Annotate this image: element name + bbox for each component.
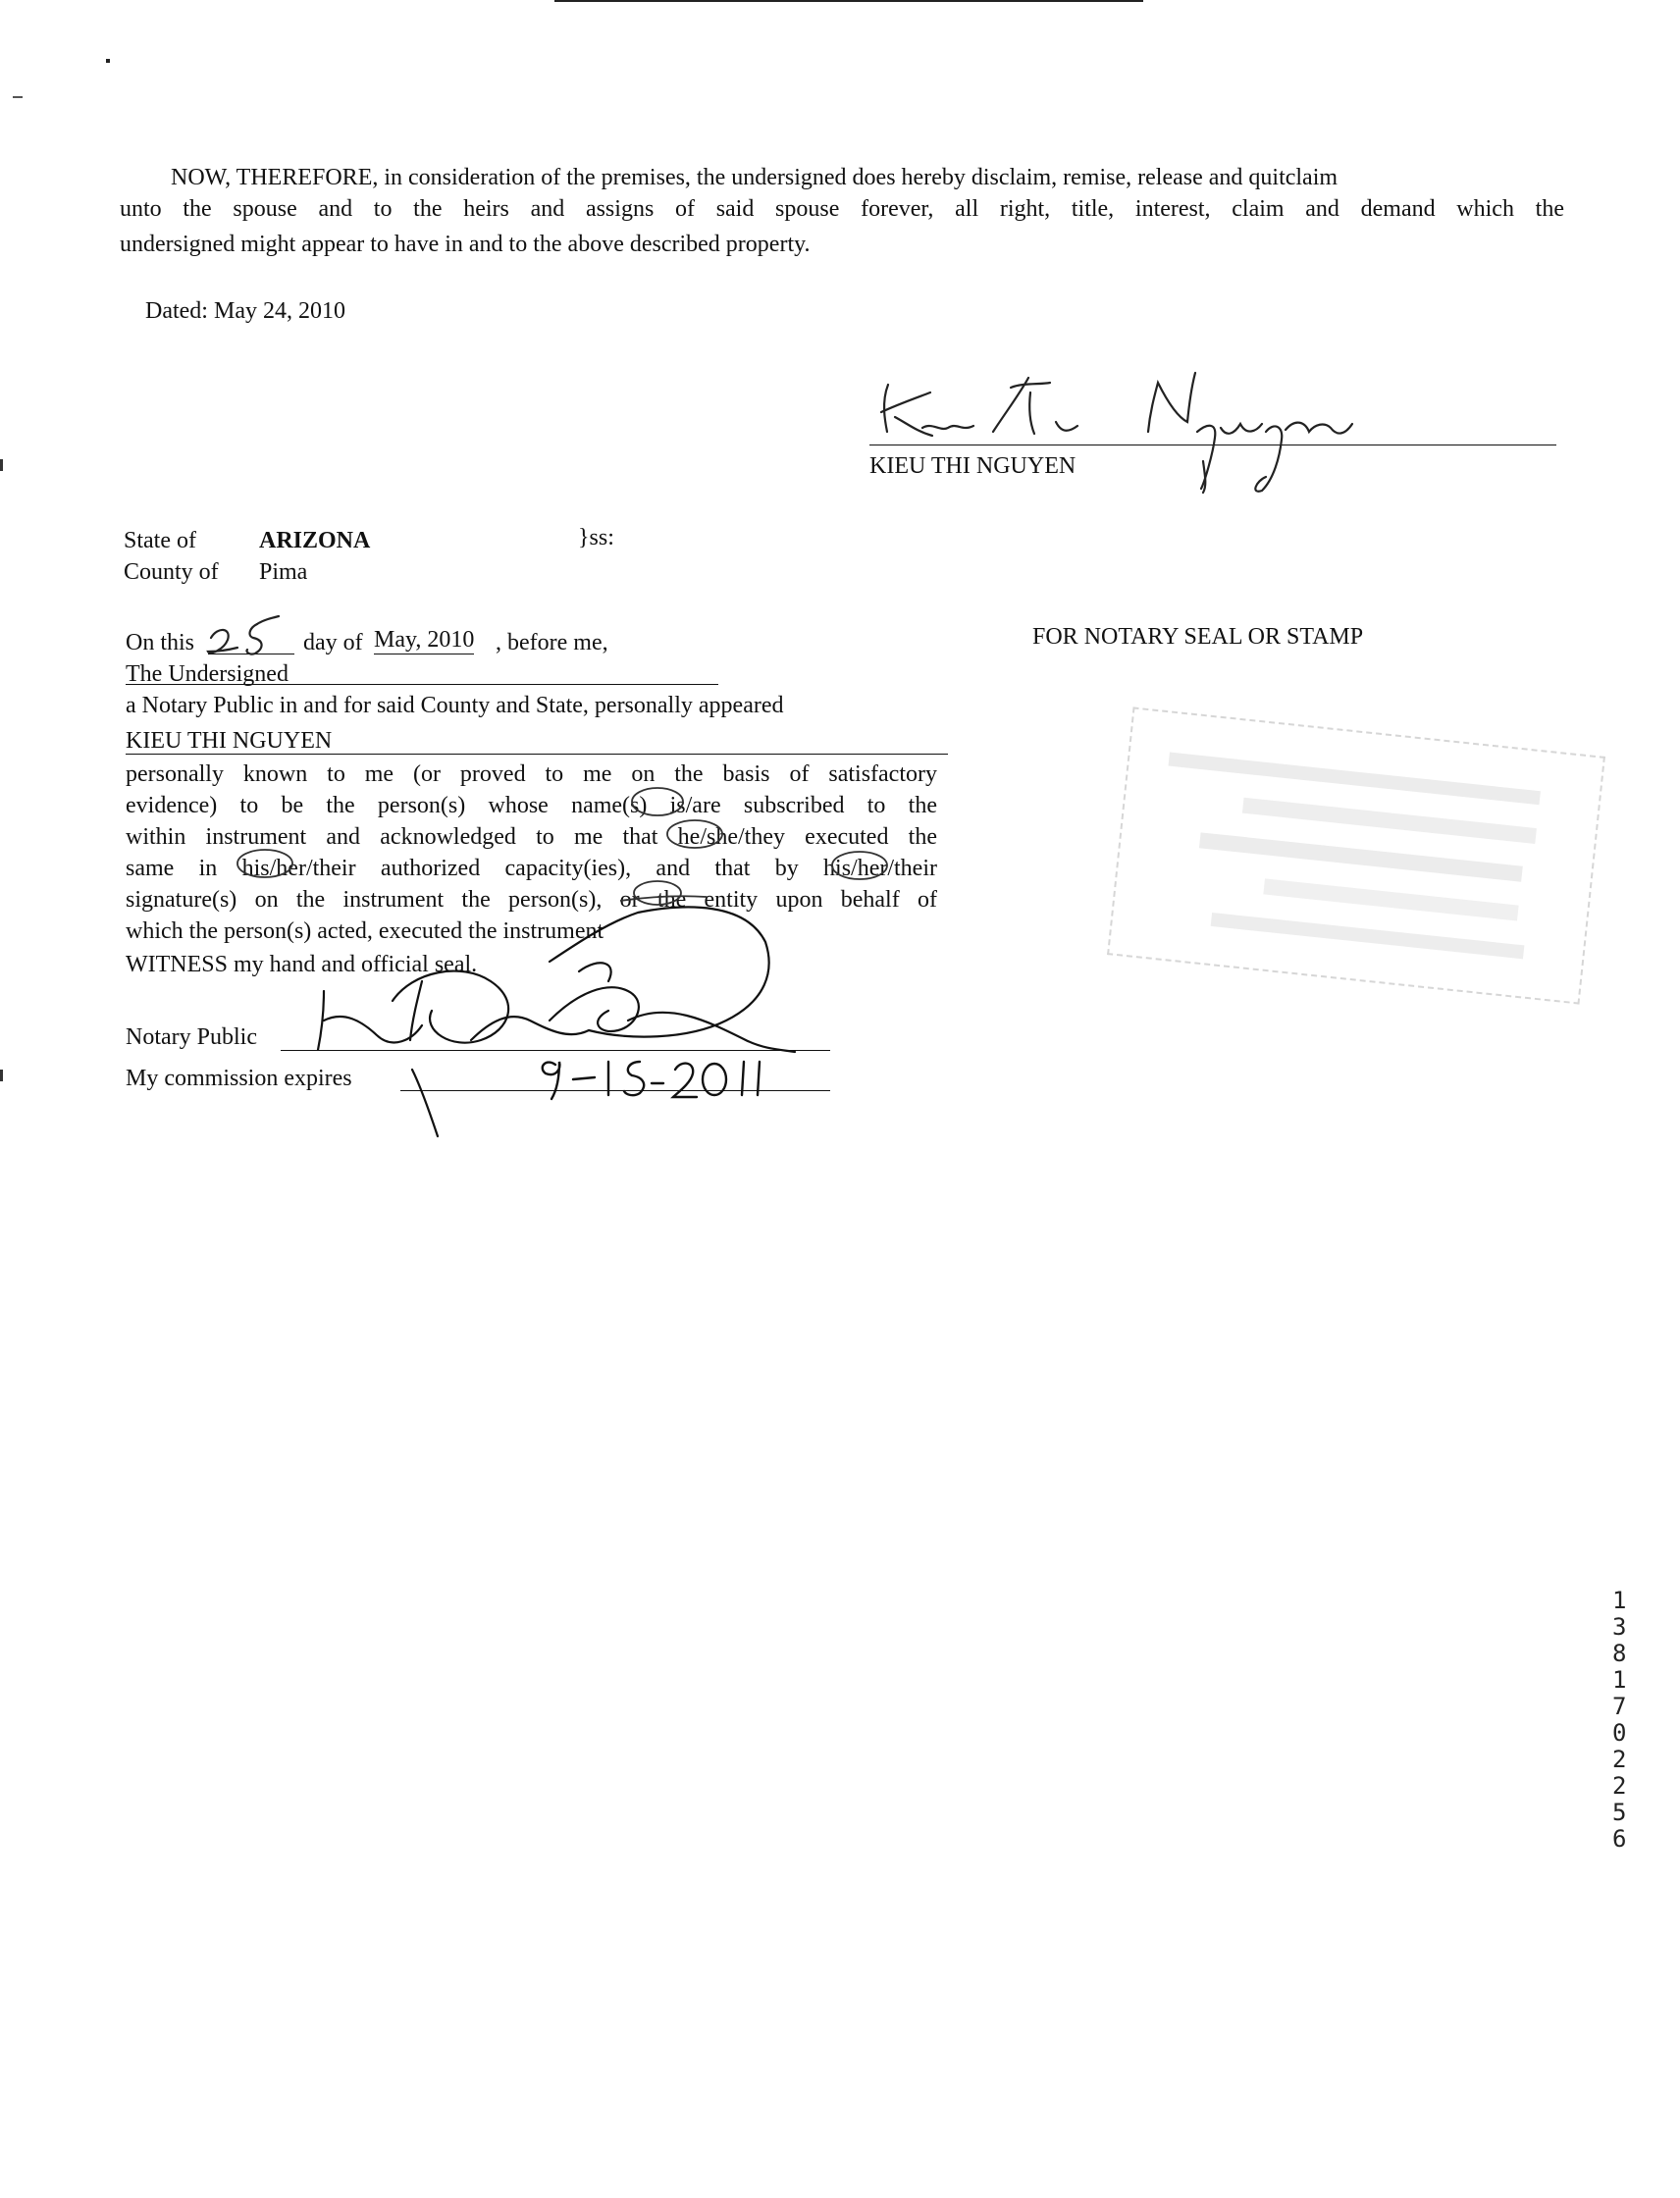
dated-line: Dated: May 24, 2010 [145, 298, 345, 324]
commission-label: My commission expires [126, 1066, 352, 1091]
body-line-3: undersigned might appear to have in and to the above described property. [120, 232, 811, 257]
state-value: ARIZONA [259, 528, 371, 553]
strike-the-entity [620, 896, 707, 901]
ack-body-line-4: same in his/her/their authorized capacity(ies), and that by his/her/their [126, 856, 937, 881]
body-line-1: NOW, THEREFORE, in consideration of the premises, the undersigned does hereby disclaim, remise, release and quitclaim [171, 165, 1339, 190]
witness-line: WITNESS my hand and official seal. [126, 952, 478, 977]
before-me-label: , before me, [496, 630, 608, 655]
circle-persons [634, 881, 681, 905]
circle-his-her-2 [832, 852, 887, 879]
month-year-value: May, 2010 [374, 627, 475, 653]
ack-body-line-1: personally known to me (or proved to me on the basis of satisfactory [126, 761, 937, 787]
ack-body-line-5: signature(s) on the instrument the person(s), or the entity upon behalf of [126, 887, 937, 913]
appeared-name: KIEU THI NGUYEN [126, 728, 333, 754]
day-handwriting [208, 616, 279, 654]
officer-name: The Undersigned [126, 661, 289, 687]
ack-body-line-3: within instrument and acknowledged to me that he/she/they executed the [126, 824, 937, 850]
on-this-label: On this [126, 630, 195, 655]
ss-venue-mark: }ss: [578, 525, 614, 550]
notary-signature [318, 907, 795, 1136]
circle-his-her-1 [237, 850, 292, 877]
ack-body-line-2: evidence) to be the person(s) whose name(s) is/are subscribed to the [126, 793, 937, 818]
signer-signature [881, 373, 1352, 493]
seal-heading: FOR NOTARY SEAL OR STAMP [1032, 624, 1364, 650]
ack-last-line: which the person(s) acted, executed the instrument [126, 918, 604, 944]
circle-is-are [632, 788, 683, 815]
margin-code-text: 1381702256 [1612, 1587, 1627, 1853]
notary-public-label: Notary Public [126, 1024, 257, 1050]
county-label: County of [124, 559, 219, 585]
day-of-label: day of [303, 630, 363, 655]
selection-circles [237, 788, 887, 905]
notary-line: a Notary Public in and for said County and State, personally appeared [126, 693, 784, 718]
signer-name: KIEU THI NGUYEN [869, 453, 1076, 479]
day-value-text: 25 [232, 650, 233, 651]
body-line-2: unto the spouse and to the heirs and assigns of said spouse forever, all right, title, interest, claim and demand which the [120, 196, 1564, 222]
circle-he-she [667, 820, 722, 848]
county-value: Pima [259, 559, 308, 585]
state-label: State of [124, 528, 196, 553]
commission-date-handwriting [543, 1062, 760, 1099]
